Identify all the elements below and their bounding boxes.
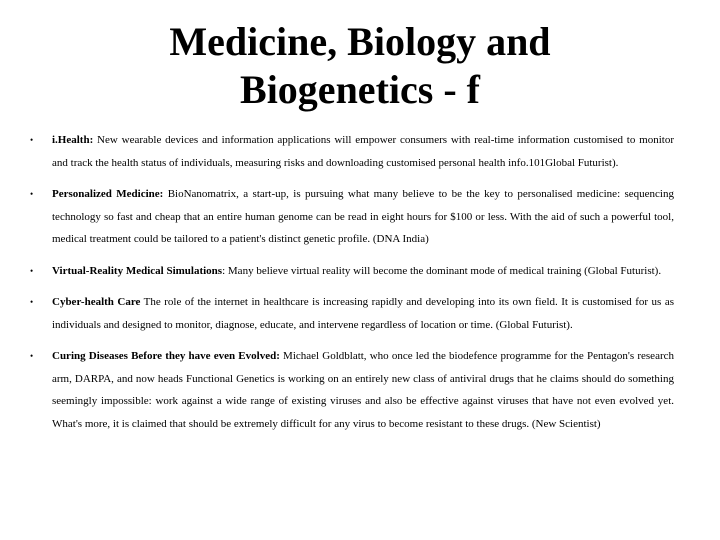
bullet-lead: Curing Diseases Before they have even Evolved: bbox=[52, 350, 280, 362]
bullet-dot-icon: • bbox=[30, 265, 34, 276]
bullet-text: New wearable devices and information applications will empower consumers with real-time information customised to monitor and track the health status of individuals, measuring risks and downloading customised personal health info.101Global Futurist). bbox=[52, 134, 674, 169]
bullet-list bbox=[30, 129, 674, 444]
bullet-personalized-medicine bbox=[30, 183, 674, 251]
bullet-lead: i.Health: bbox=[52, 134, 94, 146]
bullet-lead: Personalized Medicine: bbox=[52, 188, 164, 200]
bullet-curing-diseases bbox=[30, 345, 674, 435]
bullet-cyber-health bbox=[30, 291, 674, 336]
bullet-ihealth bbox=[30, 129, 674, 174]
bullet-dot-icon: • bbox=[30, 189, 34, 199]
bullet-dot-icon: • bbox=[30, 297, 34, 307]
bullet-text: : Many believe virtual reality will become the dominant mode of medical training (Global Futurist). bbox=[222, 264, 662, 277]
bullet-lead: Cyber-health Care bbox=[52, 296, 141, 308]
slide-title bbox=[60, 18, 660, 114]
bullet-dot-icon: • bbox=[30, 351, 34, 361]
title-line-1: Medicine, Biology and bbox=[169, 19, 551, 64]
bullet-lead: Virtual-Reality Medical Simulations bbox=[52, 264, 223, 277]
bullet-text: The role of the internet in healthcare is increasing rapidly and developing into its own field. It is customised for us as individuals and designed to monitor, diagnose, educate, and intervene regardless of location or time. (Global Futurist). bbox=[52, 296, 674, 331]
title-line-2: Biogenetics - f bbox=[240, 67, 480, 112]
bullet-text: BioNanomatrix, a start-up, is pursuing what many believe to be the key to personalised medicine: sequencing technology so fast and cheap that an entire human genome can be read in eight hours for $100 or less. With the aid of such a powerful tool, medical treatment could be tailored to a patient's distinct genetic profile. (DNA India) bbox=[52, 188, 674, 245]
bullet-dot-icon: • bbox=[30, 135, 34, 145]
bullet-vr-simulations bbox=[30, 260, 674, 283]
bullet-text: Michael Goldblatt, who once led the biodefence programme for the Pentagon's research arm, DARPA, and now heads Functional Genetics is working on an entirely new class of antiviral drugs that he claims should do something seemingly impossible: work against a wide range of existing viruses and also be effective against viruses that have not even evolved yet. What's more, it is claimed that should be extremely difficult for any virus to become resistant to these drugs. (New Scientist) bbox=[52, 350, 674, 430]
